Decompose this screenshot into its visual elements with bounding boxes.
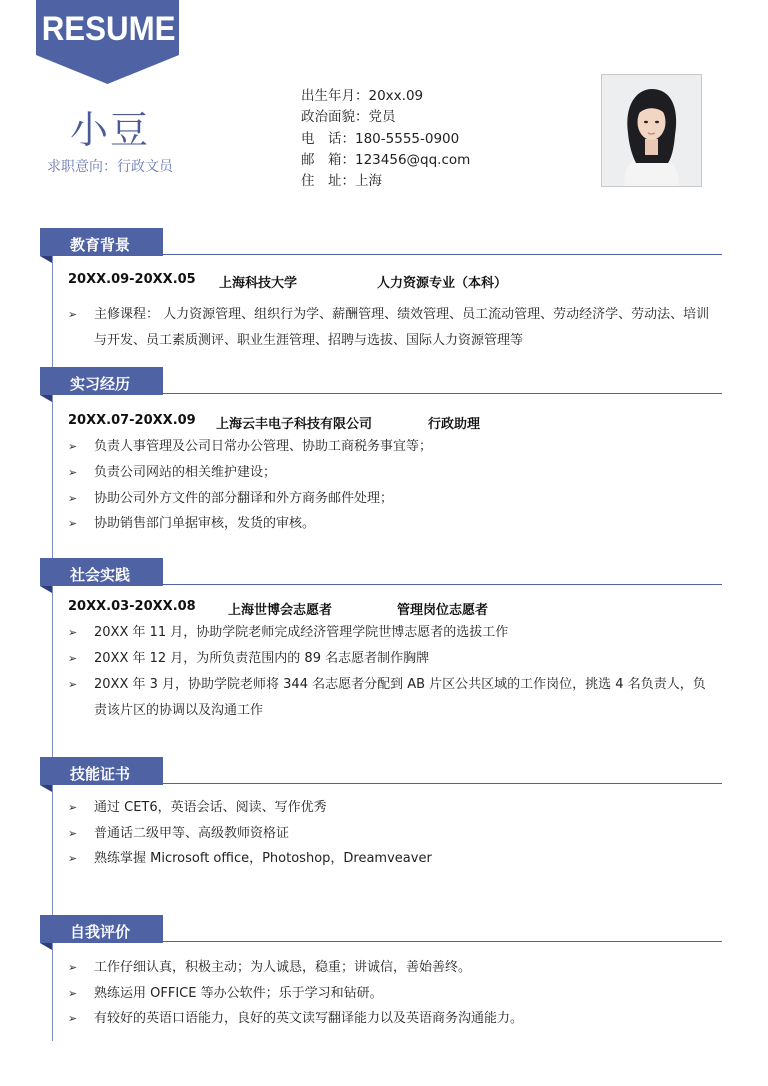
info-politics: 政治面貌：党员 — [301, 109, 396, 126]
tab-fold — [40, 785, 52, 792]
bullet-arrow-icon: ➢ — [68, 626, 78, 639]
portrait-image — [602, 75, 701, 186]
tab-fold — [40, 395, 52, 402]
section-divider — [163, 783, 722, 784]
resume-banner — [36, 0, 179, 84]
section-skills — [40, 757, 722, 789]
info-address: 住 址：上海 — [301, 173, 382, 190]
section-internship — [40, 367, 722, 399]
section-title: 实习经历 — [40, 367, 163, 395]
entry-role: 管理岗位志愿者 — [397, 603, 489, 618]
bullet-arrow-icon: ➢ — [68, 440, 78, 453]
entry-org: 上海云丰电子科技有限公司 — [216, 417, 373, 432]
bullet-arrow-icon: ➢ — [68, 678, 78, 691]
section-divider — [163, 941, 722, 942]
tab-fold — [40, 256, 52, 263]
tab-fold — [40, 586, 52, 593]
bullet-arrow-icon: ➢ — [68, 827, 78, 840]
bullet-arrow-icon: ➢ — [68, 987, 78, 1000]
bullet-arrow-icon: ➢ — [68, 517, 78, 530]
section-title: 社会实践 — [40, 558, 163, 586]
bullet-arrow-icon: ➢ — [68, 466, 78, 479]
bullet-arrow-icon: ➢ — [68, 852, 78, 865]
bullet-arrow-icon: ➢ — [68, 492, 78, 505]
tab-fold — [40, 943, 52, 950]
section-divider — [163, 393, 722, 394]
banner-text: RESUME — [41, 10, 176, 48]
entry-date: 20XX.07-20XX.09 — [68, 413, 196, 428]
entry-org: 上海世博会志愿者 — [228, 603, 333, 618]
info-birth: 出生年月：20xx.09 — [301, 88, 424, 104]
section-divider — [163, 254, 722, 255]
section-practice — [40, 558, 722, 590]
section-divider — [163, 584, 722, 585]
section-title: 自我评价 — [40, 915, 163, 943]
section-education — [40, 228, 722, 260]
entry-org: 上海科技大学 — [219, 276, 298, 291]
section-title: 技能证书 — [40, 757, 163, 785]
bullet-arrow-icon: ➢ — [68, 652, 78, 665]
entry-role: 行政助理 — [428, 417, 481, 432]
bullet-arrow-icon: ➢ — [68, 308, 78, 321]
bullet-arrow-icon: ➢ — [68, 1012, 78, 1025]
bullet-arrow-icon: ➢ — [68, 961, 78, 974]
candidate-name: 小豆 — [69, 108, 150, 152]
info-email: 邮 箱：123456@qq.com — [301, 151, 471, 168]
info-phone: 电 话：180-5555-0900 — [301, 130, 460, 147]
bullet-arrow-icon: ➢ — [68, 801, 78, 814]
job-intent: 求职意向：行政文员 — [47, 159, 173, 175]
entry-date: 20XX.03-20XX.08 — [68, 599, 196, 614]
entry-date: 20XX.09-20XX.05 — [68, 272, 196, 287]
section-title: 教育背景 — [40, 228, 163, 256]
personal-info — [301, 86, 470, 192]
section-self-evaluation — [40, 915, 722, 947]
entry-role: 人力资源专业（本科） — [377, 276, 508, 291]
profile-photo — [601, 74, 702, 187]
